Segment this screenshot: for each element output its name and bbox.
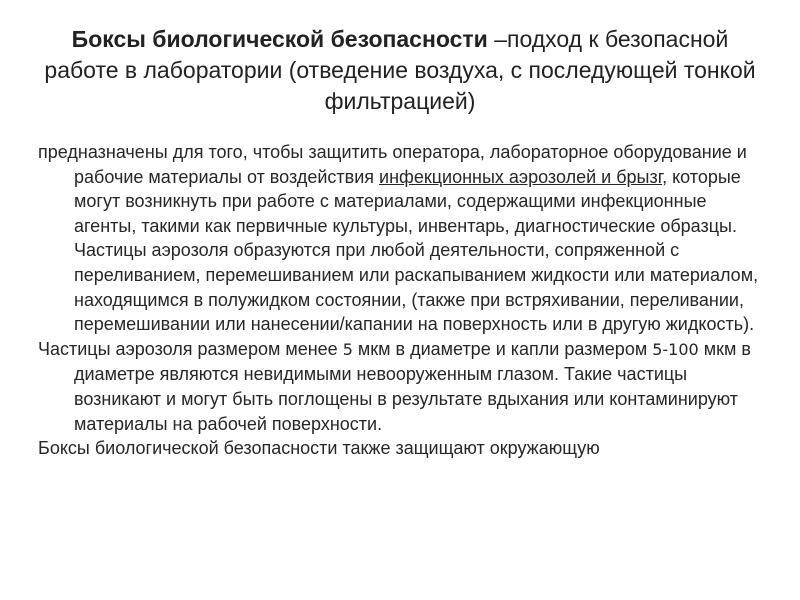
paragraph-particle-size-part1: Частицы аэрозоля размером менее xyxy=(38,338,343,359)
particle-size-value-1: 5 xyxy=(342,339,353,359)
paragraph-particle-size-part3: мкм в диаметре являются невидимыми невооруженным глазом. Такие частицы возникают и могут быть поглощены в результате вдыхания или контаминируют материалы на рабочей поверхности. xyxy=(74,338,751,434)
slide-title xyxy=(40,24,760,117)
paragraph-particle-size xyxy=(38,337,768,436)
paragraph-particle-size-part2: мкм в диаметре и капли размером xyxy=(352,338,653,359)
paragraph-purpose-start: предназначены для того, чтобы защитить оператора, лабораторное оборудование и рабочие материалы от воздействия xyxy=(38,142,747,187)
paragraph-purpose xyxy=(38,140,768,337)
paragraph-purpose-underlined: инфекционных аэрозолей и брызг xyxy=(379,166,663,187)
slide-title-bold: Боксы биологической безопасности xyxy=(71,26,488,52)
slide-title-rest: –подход к безопасной работе в лаборатории (отведение воздуха, с последующей тонкой фильтрацией) xyxy=(44,26,756,114)
slide-body xyxy=(38,140,768,461)
particle-size-value-2: 5-100 xyxy=(652,339,699,359)
paragraph-environment: Боксы биологической безопасности также защищают окружающую xyxy=(38,438,600,459)
paragraph-purpose-end: , которые могут возникнуть при работе с материалами, содержащими инфекционные агенты, такими как первичные культуры, инвентарь, диагностические образцы. Частицы аэрозоля образуются при любой деятельности, сопряженной с переливанием, перемешиванием или раскапыванием жидкости или материалом, находящимся в полужидком состоянии, (также при встряхивании, переливании, перемешивании или нанесении/капании на поверхность или в другую жидкость). xyxy=(74,166,759,335)
